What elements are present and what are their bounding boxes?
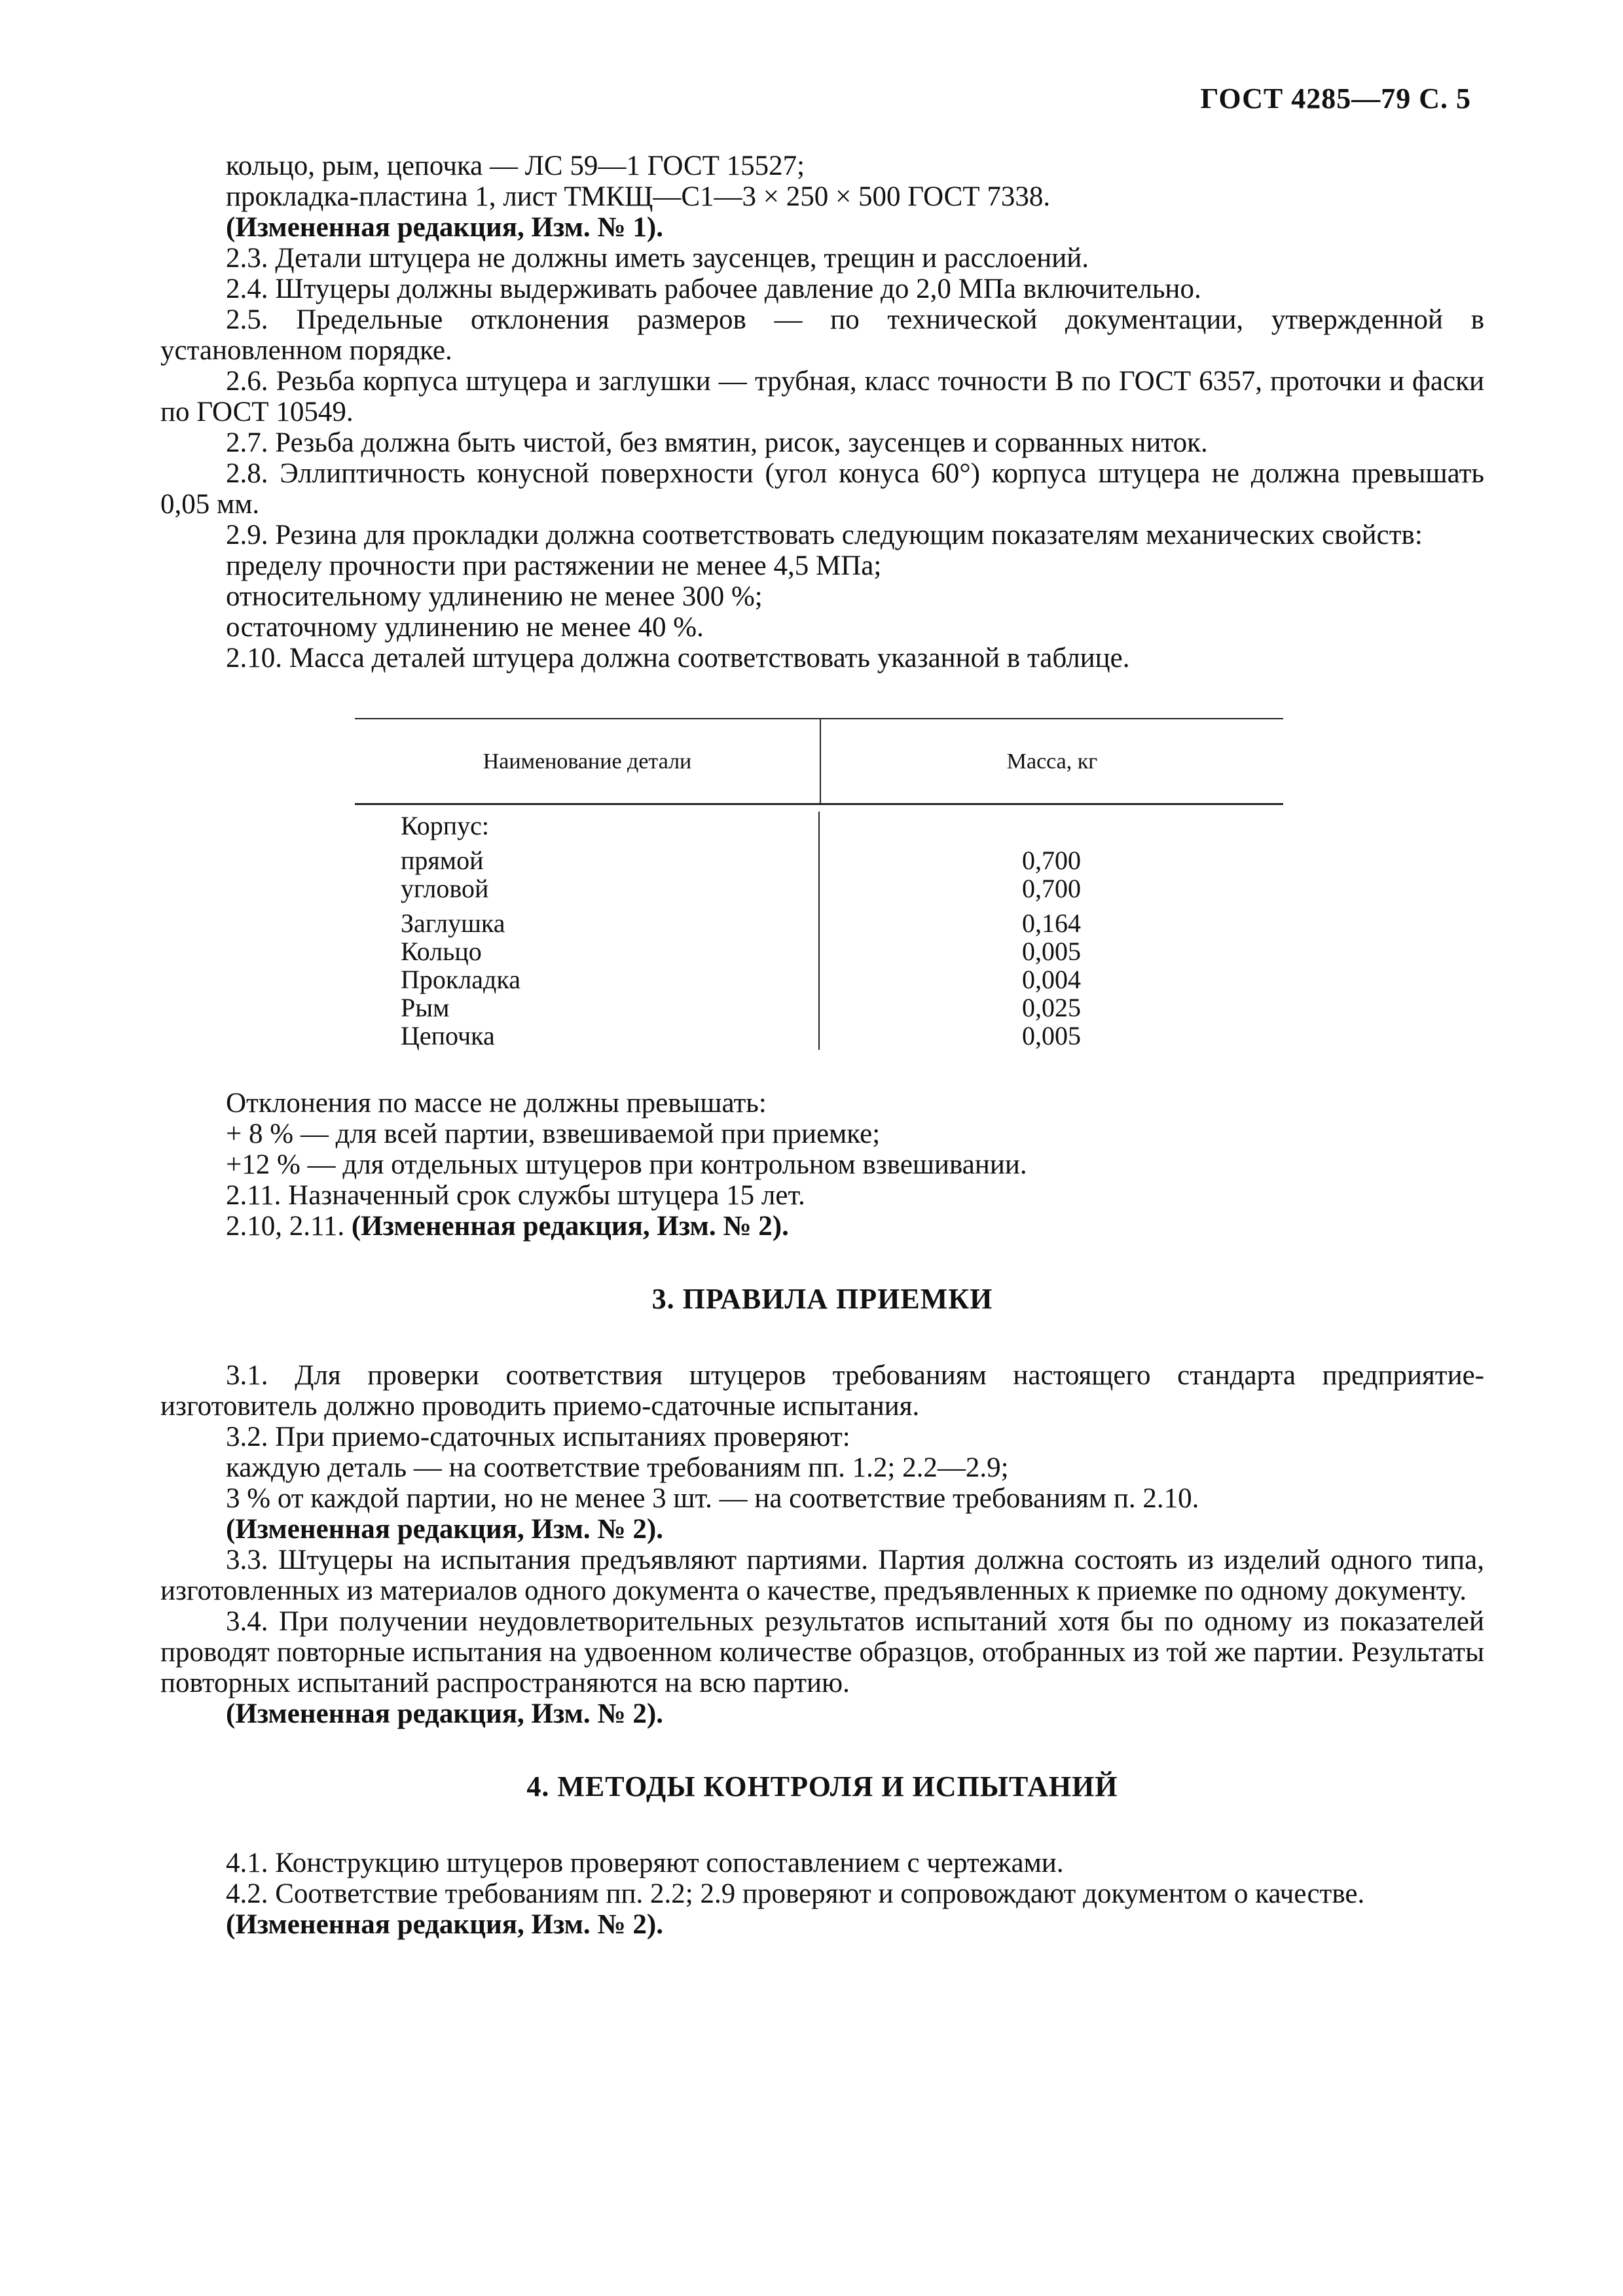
table-header [355, 718, 1283, 805]
table-cell-name: Рым [401, 993, 450, 1022]
table-cell-name: Кольцо [401, 937, 482, 966]
paragraph-2-6: 2.6. Резьба корпуса штуцера и заглушки — трубная, класс точности В по ГОСТ 6357, проточки и фаски по ГОСТ 10549. [160, 366, 1484, 427]
check-line: 3 % от каждой партии, но не менее 3 шт. — на соответствие требованиям п. 2.10. [226, 1483, 1199, 1514]
edit-note: (Измененная редакция, Изм. № 2). [226, 1698, 663, 1729]
paragraph-2-11: 2.11. Назначенный срок службы штуцера 15 лет. [226, 1180, 805, 1211]
paragraph-2-9: 2.9. Резина для прокладки должна соответствовать следующим показателям механических свойств: [226, 520, 1423, 550]
section-3-title: 3. ПРАВИЛА ПРИЕМКИ [651, 1283, 993, 1315]
deviation-line: + 8 % — для всей партии, взвешиваемой при приемке; [226, 1119, 881, 1149]
edit-note-line [160, 1211, 1484, 1242]
edit-note: (Измененная редакция, Изм. № 1). [226, 212, 663, 243]
mass-column [820, 812, 1283, 1050]
material-line: прокладка-пластина 1, лист ТМКЩ—С1—3 × 250 × 500 ГОСТ 7338. [226, 181, 1051, 212]
paragraph-3-2: 3.2. При приемо-сдаточных испытаниях проверяют: [226, 1422, 850, 1452]
page-header: ГОСТ 4285—79 С. 5 [1200, 82, 1471, 115]
table-group-label: Корпус: [401, 811, 489, 840]
paragraph-2-8: 2.8. Эллиптичность конусной поверхности (угол конуса 60°) корпуса штуцера не должна превышать 0,05 мм. [160, 458, 1484, 520]
edit-note: (Измененная редакция, Изм. № 2). [226, 1514, 663, 1545]
paragraph-2-3: 2.3. Детали штуцера не должны иметь заусенцев, трещин и расслоений. [226, 243, 1089, 274]
table-cell-mass: 0,700 [1022, 874, 1081, 903]
table-cell-name: Цепочка [401, 1021, 495, 1050]
check-line: каждую деталь — на соответствие требованиям пп. 1.2; 2.2—2.9; [226, 1452, 1009, 1483]
mass-table [355, 718, 1283, 1050]
column-header-name: Наименование детали [355, 719, 821, 803]
deviation-line: +12 % — для отдельных штуцеров при контрольном взвешивании. [226, 1149, 1027, 1180]
paragraph-2-7: 2.7. Резьба должна быть чистой, без вмятин, рисок, заусенцев и сорванных ниток. [226, 427, 1208, 458]
paragraph-4-1: 4.1. Конструкцию штуцеров проверяют сопоставлением с чертежами. [226, 1848, 1064, 1878]
edit-note-prefix: 2.10, 2.11. [226, 1211, 352, 1242]
name-column [355, 812, 820, 1050]
table-cell-mass: 0,005 [1022, 1021, 1081, 1050]
after-table-block [160, 1088, 1484, 1242]
table-cell-mass: 0,004 [1022, 965, 1081, 994]
table-cell-name: угловой [401, 874, 489, 903]
paragraph-2-4: 2.4. Штуцеры должны выдерживать рабочее давление до 2,0 МПа включительно. [226, 274, 1201, 304]
paragraph-3-4: 3.4. При получении неудовлетворительных результатов испытаний хотя бы по одному из показателей проводят повторные испытания на удвоенном количестве образцов, отобранных из той же партии. Результаты повторных испытаний распространяются на всю партию. [160, 1606, 1484, 1698]
paragraph-2-5: 2.5. Предельные отклонения размеров — по технической документации, утвержденной в установленном порядке. [160, 304, 1484, 366]
table-cell-mass: 0,005 [1022, 937, 1081, 966]
paragraph-3-1: 3.1. Для проверки соответствия штуцеров требованиям настоящего стандарта предприятие-изготовитель должно проводить приемо-сдаточные испытания. [160, 1360, 1484, 1422]
property-line: остаточному удлинению не менее 40 %. [226, 612, 704, 643]
paragraph-2-10: 2.10. Масса деталей штуцера должна соответствовать указанной в таблице. [226, 643, 1130, 673]
property-line: пределу прочности при растяжении не менее 4,5 МПа; [226, 550, 882, 581]
edit-note: (Измененная редакция, Изм. № 2). [226, 1909, 663, 1940]
table-cell-name: прямой [401, 846, 484, 875]
paragraph-3-3: 3.3. Штуцеры на испытания предъявляют партиями. Партия должна состоять из изделий одного типа, изготовленных из материалов одного документа о качестве, предъявленных к приемке по одному документу. [160, 1545, 1484, 1606]
table-cell-mass: 0,700 [1022, 846, 1081, 875]
column-header-mass: Масса, кг [1006, 749, 1098, 774]
table-cell-mass: 0,025 [1022, 993, 1081, 1022]
deviation-intro: Отклонения по массе не должны превышать: [226, 1088, 767, 1119]
table-cell-mass: 0,164 [1022, 908, 1081, 938]
table-cell-name: Заглушка [401, 908, 505, 938]
table-cell-name: Прокладка [401, 965, 520, 994]
material-line: кольцо, рым, цепочка — ЛС 59—1 ГОСТ 15527; [226, 151, 805, 181]
paragraph-4-2: 4.2. Соответствие требованиям пп. 2.2; 2.9 проверяют и сопровождают документом о качестве. [226, 1878, 1365, 1909]
section-4-title: 4. МЕТОДЫ КОНТРОЛЯ И ИСПЫТАНИЙ [526, 1770, 1118, 1803]
edit-note: (Измененная редакция, Изм. № 2). [351, 1211, 789, 1242]
document-body [160, 151, 1484, 1940]
table-body [355, 805, 1283, 1050]
property-line: относительному удлинению не менее 300 %; [226, 581, 763, 612]
